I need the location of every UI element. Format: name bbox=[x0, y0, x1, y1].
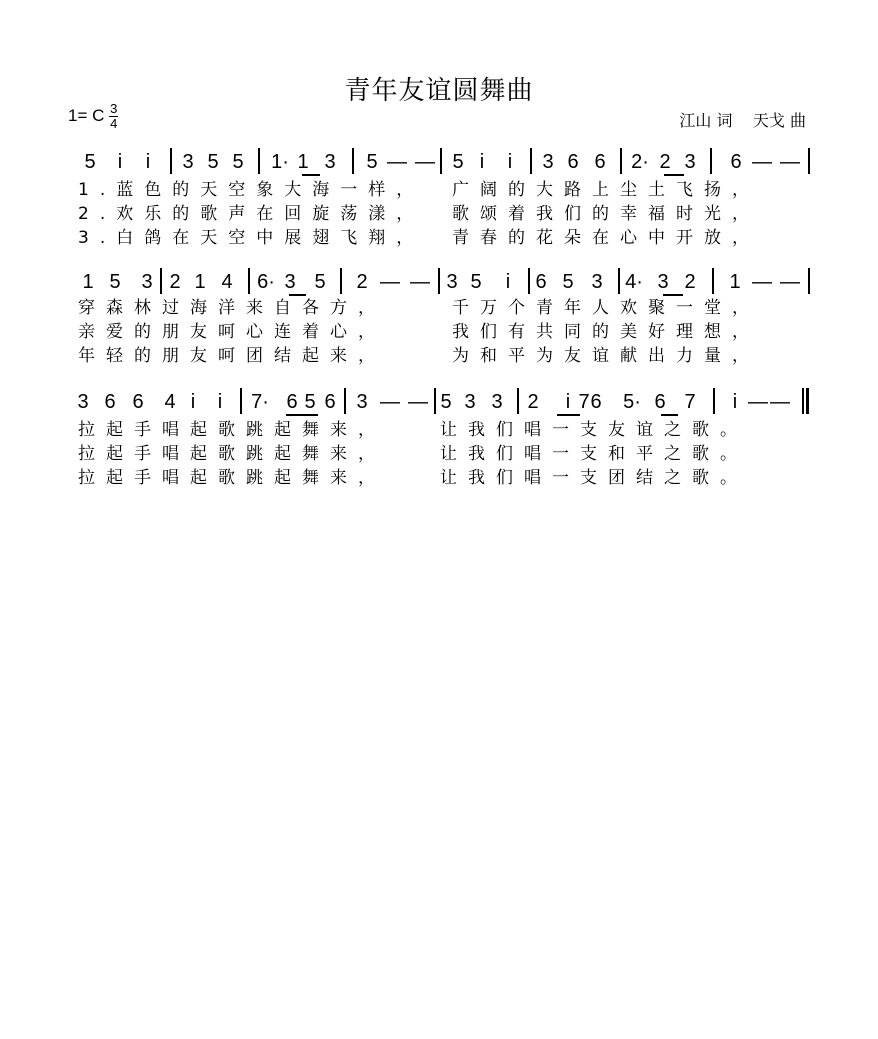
composer-role: 曲 bbox=[789, 111, 806, 130]
note: 3 bbox=[684, 151, 696, 173]
lyric-line: 拉起手唱起歌跳起舞来， bbox=[78, 420, 386, 440]
lyricist-name: 江山 bbox=[679, 111, 712, 130]
beam-underline bbox=[302, 174, 320, 176]
beam-underline bbox=[289, 294, 306, 296]
note: 6 bbox=[324, 391, 336, 413]
note: 3 bbox=[542, 151, 554, 173]
bar-line bbox=[517, 388, 519, 414]
repeat-end-barline-thick bbox=[806, 388, 809, 414]
note: 3 bbox=[284, 271, 296, 293]
note: 5 bbox=[314, 271, 326, 293]
time-top: 3 bbox=[110, 101, 118, 116]
lyric-line: 为和平为友谊献出力量， bbox=[452, 346, 760, 366]
lyric-line: 亲爱的朋友呵心连着心， bbox=[78, 322, 386, 342]
key-signature bbox=[68, 102, 118, 131]
note: i bbox=[145, 151, 151, 173]
note: — bbox=[380, 391, 400, 413]
note: 1 bbox=[194, 271, 206, 293]
beam-underline bbox=[663, 294, 683, 296]
note: 7 bbox=[684, 391, 696, 413]
bar-line bbox=[808, 148, 810, 174]
lyric-line: 拉起手唱起歌跳起舞来， bbox=[78, 468, 386, 488]
lyric-line: 3.白鸽在天空中展翅飞翔， bbox=[78, 228, 425, 248]
note: 3 bbox=[356, 391, 368, 413]
note: i bbox=[117, 151, 123, 173]
note: 7 bbox=[578, 391, 590, 413]
bar-line bbox=[352, 148, 354, 174]
note: 5 bbox=[366, 151, 378, 173]
note: 6 bbox=[654, 391, 666, 413]
beam-underline bbox=[286, 414, 318, 416]
note: 5 bbox=[470, 271, 482, 293]
note: 2 bbox=[659, 151, 671, 173]
note: 5 bbox=[304, 391, 316, 413]
note: 6· bbox=[257, 271, 275, 293]
repeat-end-barline bbox=[802, 388, 804, 414]
bar-line bbox=[160, 268, 162, 294]
note: 3 bbox=[657, 271, 669, 293]
note: 3 bbox=[141, 271, 153, 293]
note: 2 bbox=[527, 391, 539, 413]
note: 5 bbox=[440, 391, 452, 413]
time-signature bbox=[109, 102, 118, 131]
credits bbox=[679, 108, 806, 131]
bar-line bbox=[438, 268, 440, 294]
lyric-line: 我们有共同的美好理想， bbox=[452, 322, 760, 342]
bar-line bbox=[344, 388, 346, 414]
note: — bbox=[752, 151, 772, 173]
note: 6 bbox=[286, 391, 298, 413]
note: 7· bbox=[251, 391, 269, 413]
lyric-line: 穿森林过海洋来自各方， bbox=[78, 298, 386, 318]
bar-line bbox=[808, 268, 810, 294]
bar-line bbox=[710, 148, 712, 174]
note: — bbox=[748, 391, 768, 413]
note: 3 bbox=[591, 271, 603, 293]
note: 1 bbox=[297, 151, 309, 173]
beam-underline bbox=[664, 174, 684, 176]
bar-line bbox=[618, 268, 620, 294]
song-title: 青年友谊圆舞曲 bbox=[344, 76, 534, 106]
lyric-line: 歌颂着我们的幸福时光， bbox=[452, 204, 760, 224]
note: 2· bbox=[631, 151, 649, 173]
note: i bbox=[190, 391, 196, 413]
note: i bbox=[479, 151, 485, 173]
note: 3 bbox=[77, 391, 89, 413]
note: 6 bbox=[104, 391, 116, 413]
lyric-line: 千万个青年人欢聚一堂， bbox=[452, 298, 760, 318]
bar-line bbox=[712, 268, 714, 294]
bar-line bbox=[340, 268, 342, 294]
note: 6 bbox=[590, 391, 602, 413]
lyric-line: 广阔的大路上尘土飞扬， bbox=[452, 180, 760, 200]
note: 3 bbox=[464, 391, 476, 413]
note: — bbox=[770, 391, 790, 413]
time-bottom: 4 bbox=[110, 116, 118, 131]
note: 3 bbox=[182, 151, 194, 173]
note: — bbox=[408, 391, 428, 413]
note: — bbox=[780, 151, 800, 173]
composer-name: 天戈 bbox=[752, 111, 785, 130]
lyric-line: 2.欢乐的歌声在回旋荡漾， bbox=[78, 204, 425, 224]
note: 5 bbox=[84, 151, 96, 173]
lyric-line: 拉起手唱起歌跳起舞来， bbox=[78, 444, 386, 464]
note: 1· bbox=[271, 151, 289, 173]
note: 5 bbox=[452, 151, 464, 173]
note: 1 bbox=[729, 271, 741, 293]
lyric-line: 青春的花朵在心中开放， bbox=[452, 228, 760, 248]
bar-line bbox=[528, 268, 530, 294]
note: — bbox=[410, 271, 430, 293]
note: 5· bbox=[623, 391, 641, 413]
key-label: 1= C bbox=[68, 105, 105, 125]
note: — bbox=[752, 271, 772, 293]
note: 6 bbox=[594, 151, 606, 173]
note: i bbox=[565, 391, 571, 413]
note: 4 bbox=[164, 391, 176, 413]
note: 3 bbox=[324, 151, 336, 173]
note: 6 bbox=[535, 271, 547, 293]
note: i bbox=[505, 271, 511, 293]
note: 5 bbox=[207, 151, 219, 173]
note: 6 bbox=[567, 151, 579, 173]
lyric-line: 让我们唱一支团结之歌。 bbox=[440, 468, 748, 488]
note: 3 bbox=[491, 391, 503, 413]
note: 2 bbox=[356, 271, 368, 293]
lyric-line: 让我们唱一支和平之歌。 bbox=[440, 444, 748, 464]
note: i bbox=[507, 151, 513, 173]
note: 6 bbox=[730, 151, 742, 173]
note: 2 bbox=[169, 271, 181, 293]
note: 5 bbox=[562, 271, 574, 293]
bar-line bbox=[713, 388, 715, 414]
note: i bbox=[217, 391, 223, 413]
bar-line bbox=[440, 148, 442, 174]
bar-line bbox=[620, 148, 622, 174]
bar-line bbox=[170, 148, 172, 174]
bar-line bbox=[258, 148, 260, 174]
bar-line bbox=[434, 388, 436, 414]
note: 1 bbox=[82, 271, 94, 293]
note: — bbox=[780, 271, 800, 293]
bar-line bbox=[240, 388, 242, 414]
lyric-line: 1.蓝色的天空象大海一样， bbox=[78, 180, 425, 200]
note: i bbox=[732, 391, 738, 413]
note: 5 bbox=[109, 271, 121, 293]
note: — bbox=[380, 271, 400, 293]
lyric-line: 年轻的朋友呵团结起来， bbox=[78, 346, 386, 366]
bar-line bbox=[530, 148, 532, 174]
beam-underline bbox=[557, 414, 580, 416]
note: 5 bbox=[232, 151, 244, 173]
note: 4· bbox=[625, 271, 643, 293]
note: — bbox=[387, 151, 407, 173]
note: 4 bbox=[221, 271, 233, 293]
note: 3 bbox=[446, 271, 458, 293]
note: — bbox=[415, 151, 435, 173]
beam-underline bbox=[661, 414, 678, 416]
note: 6 bbox=[132, 391, 144, 413]
bar-line bbox=[248, 268, 250, 294]
lyric-line: 让我们唱一支友谊之歌。 bbox=[440, 420, 748, 440]
note: 2 bbox=[684, 271, 696, 293]
lyricist-role: 词 bbox=[716, 111, 733, 130]
